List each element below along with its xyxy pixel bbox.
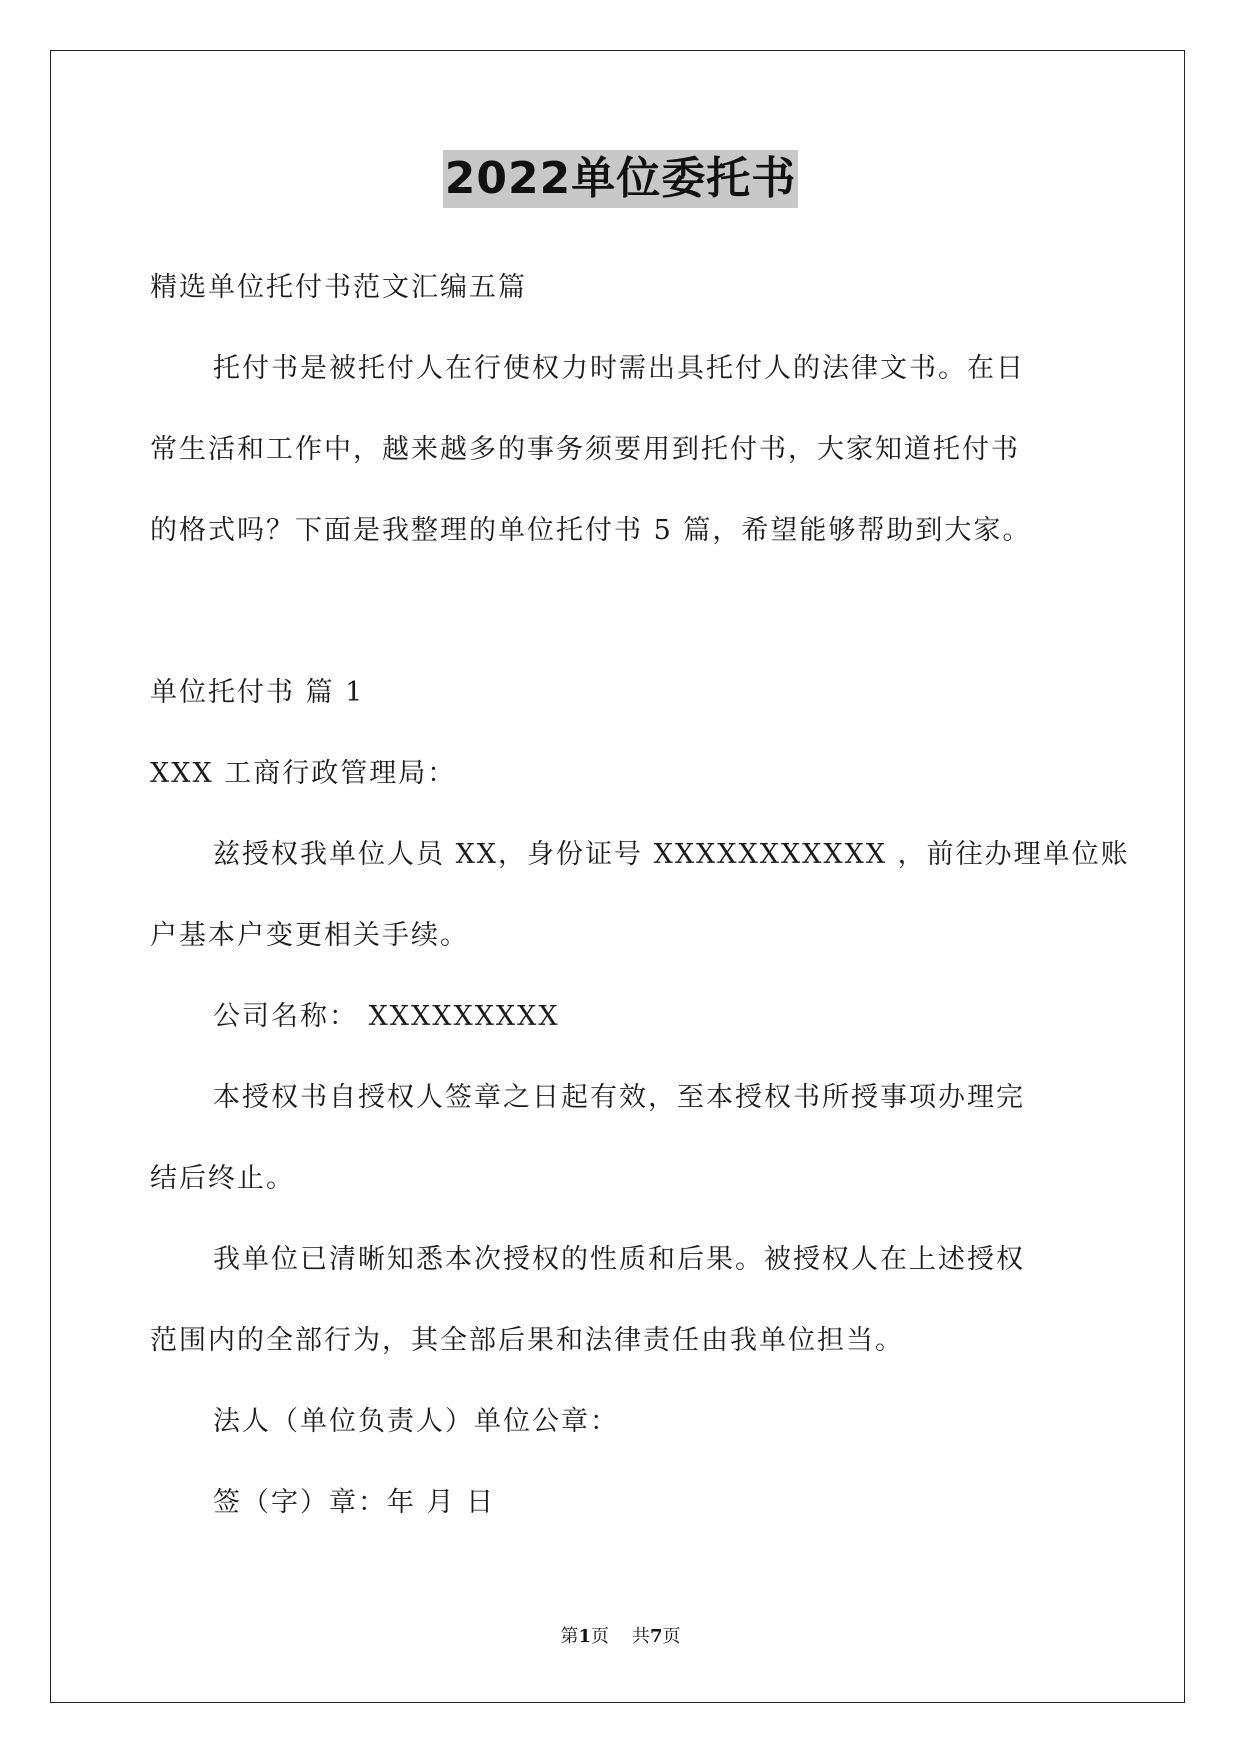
seal-line: 法人（单位负责人）单位公章： [213,1406,619,1437]
footer-middle: 页 共 [591,1626,650,1647]
footer-suffix: 页 [662,1626,681,1647]
company-name-line: 公司名称： XXXXXXXXX [213,1001,560,1032]
section-heading: 单位托付书 篇 1 [150,677,365,708]
paragraph-line: 托付书是被托付人在行使权力时需出具托付人的法律文书。在日 [213,353,1025,384]
title-container [0,150,1241,208]
page-footer [0,1625,1241,1649]
paragraph-line: 结后终止。 [150,1163,295,1194]
paragraph-line: 户基本户变更相关手续。 [150,920,469,951]
paragraph-line: 我单位已清晰知悉本次授权的性质和后果。被授权人在上述授权 [213,1244,1025,1275]
current-page-number: 1 [578,1626,592,1647]
signature-date-line: 签（字）章：年 月 日 [213,1487,496,1518]
paragraph-line: 兹授权我单位人员 XX，身份证号 XXXXXXXXXXX ，前往办理单位账 [213,839,1130,870]
footer-prefix: 第 [560,1626,579,1647]
total-pages-number: 7 [649,1626,663,1647]
paragraph-line: 本授权书自授权人签章之日起有效，至本授权书所授事项办理完 [213,1082,1025,1113]
paragraph-line: 范围内的全部行为，其全部后果和法律责任由我单位担当。 [150,1325,904,1356]
paragraph-line: 的格式吗？下面是我整理的单位托付书 5 篇，希望能够帮助到大家。 [150,515,1032,546]
addressee: XXX 工商行政管理局： [150,758,457,789]
intro-line: 精选单位托付书范文汇编五篇 [150,272,527,303]
document-title: 2022单位委托书 [443,150,798,208]
paragraph-line: 常生活和工作中，越来越多的事务须要用到托付书，大家知道托付书 [150,434,1020,465]
